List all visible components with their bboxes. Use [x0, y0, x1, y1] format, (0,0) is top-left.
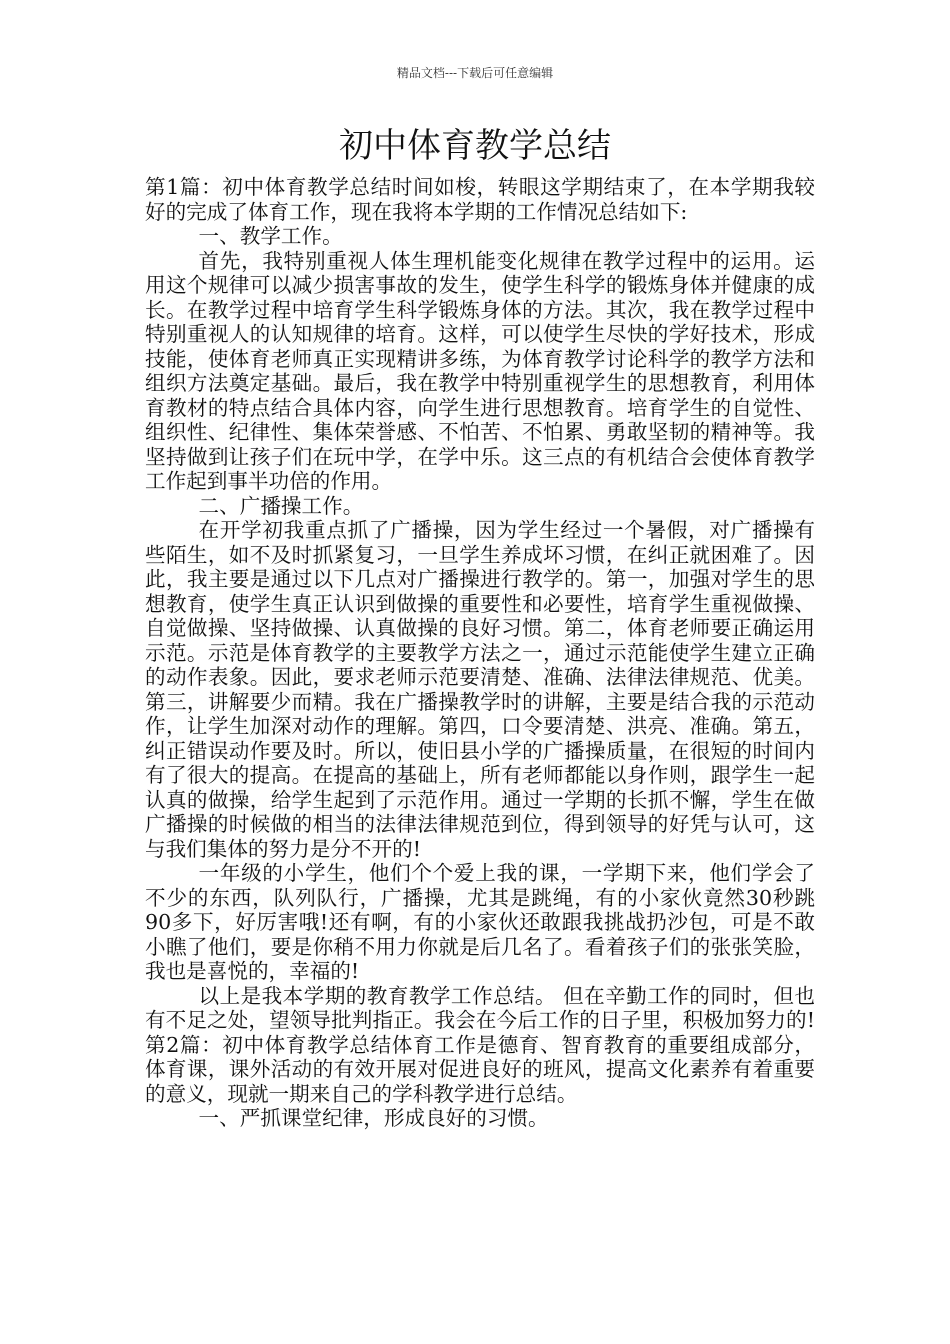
paragraph-intro: 第1篇：初中体育教学总结时间如梭，转眼这学期结束了，在本学期我较好的完成了体育工作，现在我将本学期的工作情况总结如下: [145, 175, 815, 224]
section-heading-broadcast-exercise: 二、广播操工作。 [198, 493, 364, 518]
page-header-note: 精品文档---下载后可任意编辑 [396, 66, 554, 80]
section-heading-discipline: 一、严抓课堂纪律，形成良好的习惯。 [198, 1106, 549, 1130]
document-body [145, 175, 815, 1131]
paragraph-summary: 以上是我本学期的教育教学工作总结。 但在辛勤工作的同时，但也有不足之处，望领导批判指正。我会在今后工作的日子里，积极加努力的!第2篇：初中体育教学总结体育工作是德育、智育教育的重要组成部分，体育课，课外活动的有效开展对促进良好的班风，提高文化素养有着重要的意义，现就一期来自己的学科教学进行总结。 [145, 983, 815, 1106]
document-title: 初中体育教学总结 [339, 126, 611, 166]
section-heading-teaching: 一、教学工作。 [198, 224, 343, 248]
paragraph-broadcast-exercise: 在开学初我重点抓了广播操，因为学生经过一个暑假，对广播操有些陌生，如不及时抓紧复习，一旦学生养成坏习惯，在纠正就困难了。因此，我主要是通过以下几点对广播操进行教学的。第一，加强对学生的思想教育，使学生真正认识到做操的重要性和必要性，培育学生重视做操、自觉做操、坚持做操、认真做操的良好习惯。第二，体育老师要正确运用示范。示范是体育教学的主要教学方法之一，通过示范能使学生建立正确的动作表象。因此，要求老师示范要清楚、准确、法律法律规范、优美。第三，讲解要少而精。我在广播操教学时的讲解，主要是结合我的示范动作，让学生加深对动作的理解。第四，口令要清楚、洪亮、准确。第五，纠正错误动作要及时。所以，使旧县小学的广播操质量，在很短的时间内有了很大的提高。在提高的基础上，所有老师都能以身作则，跟学生一起认真的做操，给学生起到了示范作用。通过一学期的长抓不懈，学生在做广播操的时候做的相当的法律法律规范到位，得到领导的好凭与认可，这与我们集体的努力是分不开的! [145, 518, 815, 861]
paragraph-first-grade: 一年级的小学生，他们个个爱上我的课，一学期下来，他们学会了不少的东西，队列队行，广播操，尤其是跳绳，有的小家伙竟然30秒跳90多下，好厉害哦!还有啊，有的小家伙还敢跟我挑战扔沙包，可是不敢小瞧了他们，要是你稍不用力你就是后几名了。看着孩子们的张张笑脸，我也是喜悦的，幸福的! [145, 861, 815, 983]
paragraph-teaching: 首先，我特别重视人体生理机能变化规律在教学过程中的运用。运用这个规律可以减少损害事故的发生，使学生科学的锻炼身体并健康的成长。在教学过程中培育学生科学锻炼身体的方法。其次，我在教学过程中特别重视人的认知规律的培育。这样，可以使学生尽快的学好技术，形成技能，使体育老师真正实现精讲多练，为体育教学讨论科学的教学方法和组织方法奠定基础。最后，我在教学中特别重视学生的思想教育，利用体育教材的特点结合具体内容，向学生进行思想教育。培育学生的自觉性、组织性、纪律性、集体荣誉感、不怕苦、不怕累、勇敢坚韧的精神等。我坚持做到让孩子们在玩中学，在学中乐。这三点的有机结合会使体育教学工作起到事半功倍的作用。 [145, 248, 815, 493]
